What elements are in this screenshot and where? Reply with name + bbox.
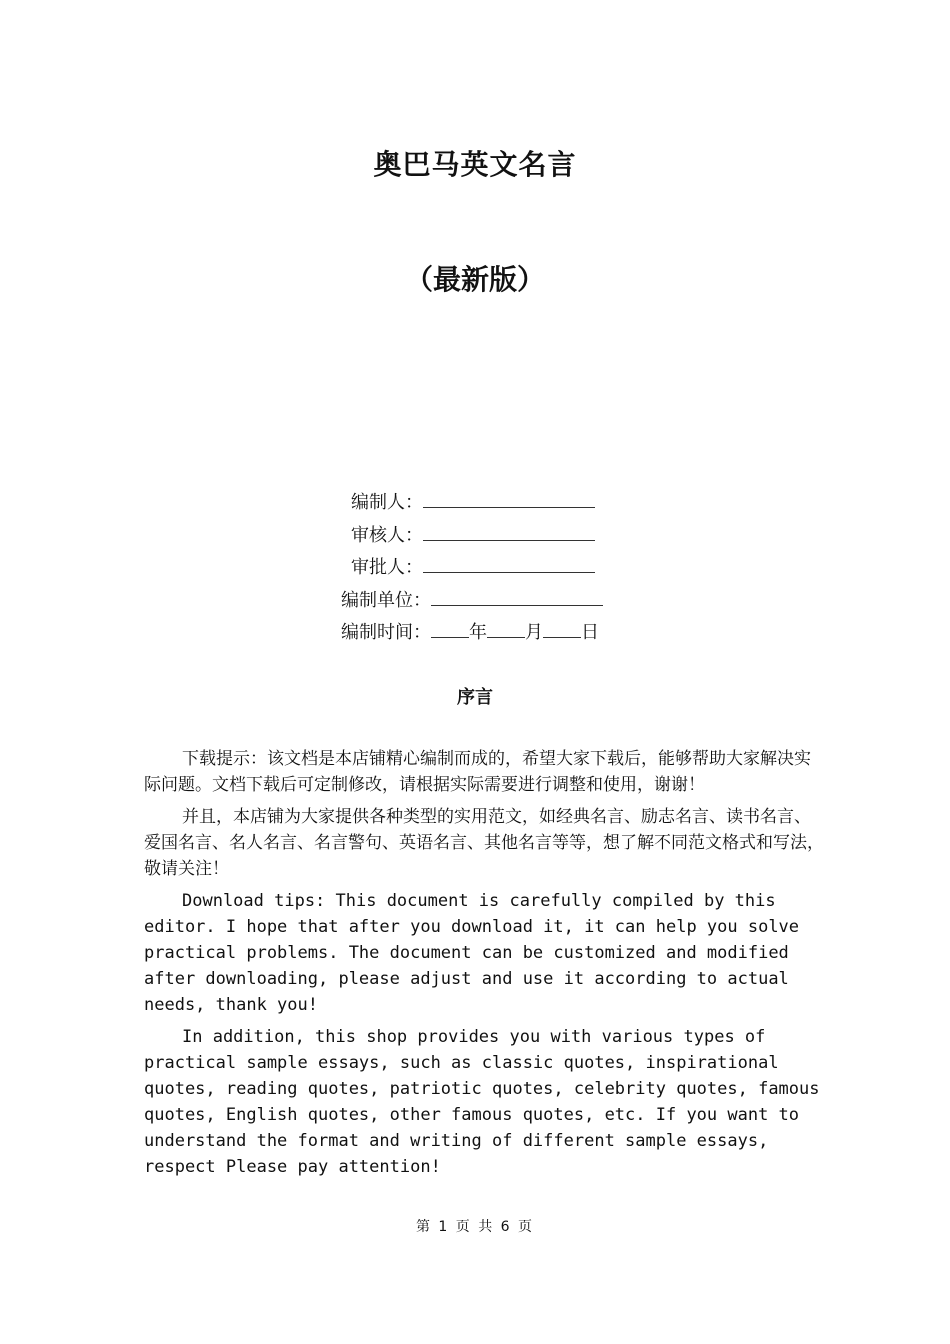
reviewer-label: 审核人： <box>351 525 423 546</box>
month-blank <box>487 617 525 638</box>
unit-label: 编制单位： <box>341 590 431 611</box>
approver-label: 审批人： <box>351 557 423 578</box>
document-title: 奥巴马英文名言 <box>373 148 577 181</box>
preface-paragraph-en-1: Download tips: This document is carefully compiled by this editor. I hope that after you download it, it can help you solve practical problems. The document can be customized and modified after downloading, please adjust and use it according to actual needs, thank you! <box>144 891 800 1015</box>
unit-blank <box>431 585 603 606</box>
year-label: 年 <box>469 622 487 643</box>
approver-blank <box>423 552 595 573</box>
editor-blank <box>423 487 595 508</box>
page-number: 第 1 页 共 6 页 <box>415 1219 535 1235</box>
document-subtitle: （最新版） <box>404 263 545 296</box>
reviewer-blank <box>423 520 595 541</box>
day-blank <box>543 617 581 638</box>
preface-paragraph-cn-1: 下载提示：该文档是本店铺精心编制而成的，希望大家下载后，能够帮助大家解决实际问题。文档下载后可定制修改，请根据实际需要进行调整和使用，谢谢！ <box>144 749 811 795</box>
preface-paragraph-cn-2: 并且，本店铺为大家提供各种类型的实用范文，如经典名言、励志名言、读书名言、爱国名言、名人名言、名言警句、英语名言、其他名言等等，想了解不同范文格式和写法，敬请关注！ <box>144 807 824 879</box>
preface-heading: 序言 <box>457 687 493 708</box>
time-row <box>341 617 599 645</box>
reviewer-row <box>351 520 595 548</box>
preface-body <box>144 746 824 1180</box>
editor-label: 编制人： <box>351 492 423 513</box>
year-blank <box>431 617 469 638</box>
editor-row <box>351 487 595 515</box>
day-label: 日 <box>581 622 599 643</box>
month-label: 月 <box>525 622 543 643</box>
approver-row <box>351 552 595 580</box>
preface-paragraph-en-2: In addition, this shop provides you with various types of practical sample essays, such as classic quotes, inspirational quotes, reading quotes, patriotic quotes, celebrity quotes, famous quotes, English quotes, other famous quotes, etc. If you want to understand the format and writing of different sample essays, respect Please pay attention! <box>144 1027 820 1177</box>
time-label: 编制时间： <box>341 622 431 643</box>
unit-row <box>341 585 603 613</box>
